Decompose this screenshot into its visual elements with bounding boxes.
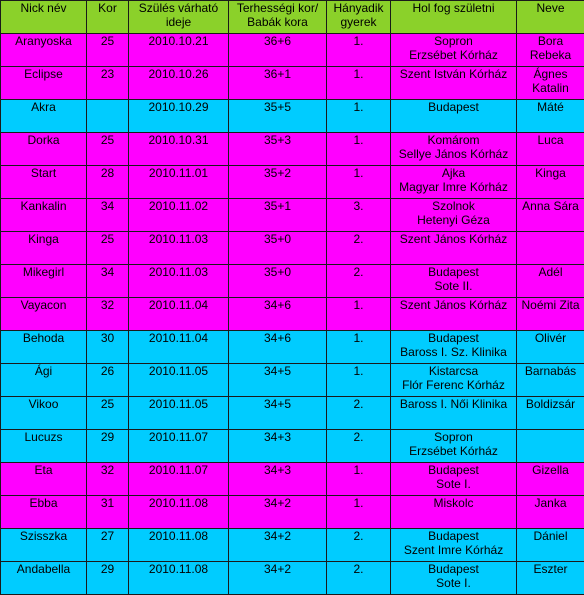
cell-child-number: 2.	[327, 265, 391, 298]
cell-nick: Ebba	[1, 496, 87, 529]
cell-line: Hányadik	[333, 1, 384, 15]
cell-child-number: 1.	[327, 364, 391, 397]
cell-nick: Kinga	[1, 232, 87, 265]
cell-due-date: 2010.11.03	[129, 265, 229, 298]
cell-birth-place	[391, 34, 517, 67]
cell-line: Magyar Imre Kórház	[399, 180, 508, 194]
cell-line: Kinga	[535, 166, 566, 180]
cell-line: Baross I. Női Klinika	[399, 397, 508, 411]
cell-line: Szent János Kórház	[399, 298, 508, 312]
cell-line: Szolnok	[432, 199, 475, 213]
cell-nick: Kankalin	[1, 199, 87, 232]
cell-due-date: 2010.11.08	[129, 562, 229, 595]
cell-line: Budapest	[428, 562, 479, 576]
cell-line: Janka	[534, 496, 567, 510]
cell-child-number: 1.	[327, 100, 391, 133]
cell-birth-place	[391, 529, 517, 562]
cell-birth-place	[391, 100, 517, 133]
cell-pregnancy-week: 35+0	[229, 265, 327, 298]
cell-nick: Mikegirl	[1, 265, 87, 298]
cell-pregnancy-week: 35+2	[229, 166, 327, 199]
cell-line: Terhességi kor/	[236, 1, 319, 15]
cell-pregnancy-week: 34+2	[229, 496, 327, 529]
cell-age: 30	[87, 331, 129, 364]
cell-birth-place	[391, 463, 517, 496]
cell-baby-name	[517, 199, 584, 232]
cell-line: Sopron	[434, 430, 473, 444]
cell-pregnancy-week: 34+3	[229, 463, 327, 496]
cell-pregnancy-week: 36+1	[229, 67, 327, 100]
table-row	[1, 166, 584, 199]
table-row	[1, 133, 584, 166]
cell-line: Ajka	[441, 166, 466, 180]
table-row	[1, 199, 584, 232]
cell-birth-place	[391, 397, 517, 430]
cell-baby-name	[517, 529, 584, 562]
cell-nick: Start	[1, 166, 87, 199]
table-row	[1, 100, 584, 133]
cell-due-date: 2010.10.31	[129, 133, 229, 166]
cell-pregnancy-week: 35+5	[229, 100, 327, 133]
header-age	[87, 1, 129, 34]
cell-baby-name	[517, 430, 584, 463]
header-child-number	[327, 1, 391, 34]
cell-child-number: 1.	[327, 463, 391, 496]
cell-baby-name	[517, 496, 584, 529]
cell-nick: Aranyoska	[1, 34, 87, 67]
cell-birth-place	[391, 133, 517, 166]
cell-line: Szent Imre Kórház	[403, 543, 504, 557]
cell-due-date: 2010.11.03	[129, 232, 229, 265]
cell-baby-name	[517, 166, 584, 199]
cell-line: ideje	[165, 15, 192, 29]
cell-birth-place	[391, 331, 517, 364]
cell-baby-name	[517, 133, 584, 166]
cell-due-date: 2010.11.04	[129, 331, 229, 364]
table-row	[1, 364, 584, 397]
cell-baby-name	[517, 331, 584, 364]
cell-birth-place	[391, 562, 517, 595]
cell-age: 25	[87, 34, 129, 67]
cell-line: gyerek	[340, 15, 377, 29]
cell-child-number: 2.	[327, 397, 391, 430]
table-row	[1, 397, 584, 430]
cell-due-date: 2010.10.26	[129, 67, 229, 100]
cell-pregnancy-week: 34+5	[229, 397, 327, 430]
table-row	[1, 67, 584, 100]
cell-birth-place	[391, 199, 517, 232]
cell-line: Hol fog születni	[412, 1, 495, 15]
cell-nick: Vayacon	[1, 298, 87, 331]
cell-line: Budapest	[428, 331, 479, 345]
cell-line: Sote I.	[436, 477, 471, 491]
cell-pregnancy-week: 34+2	[229, 562, 327, 595]
cell-age: 34	[87, 265, 129, 298]
cell-pregnancy-week: 35+3	[229, 133, 327, 166]
cell-age: 25	[87, 397, 129, 430]
cell-line: Erzsébet Kórház	[409, 48, 498, 62]
cell-line: Sote I.	[436, 576, 471, 590]
cell-line: Sellye János Kórház	[398, 147, 509, 161]
cell-line: Máté	[537, 100, 564, 114]
cell-baby-name	[517, 67, 584, 100]
cell-pregnancy-week: 35+0	[229, 232, 327, 265]
cell-due-date: 2010.11.02	[129, 199, 229, 232]
cell-line: Katalin	[532, 81, 569, 95]
cell-birth-place	[391, 430, 517, 463]
cell-birth-place	[391, 265, 517, 298]
cell-age: 28	[87, 166, 129, 199]
cell-pregnancy-week: 34+5	[229, 364, 327, 397]
cell-child-number: 1.	[327, 298, 391, 331]
cell-line: Dániel	[533, 529, 568, 543]
cell-nick: Dorka	[1, 133, 87, 166]
cell-age: 26	[87, 364, 129, 397]
table-row	[1, 34, 584, 67]
cell-baby-name	[517, 364, 584, 397]
cell-child-number: 2.	[327, 232, 391, 265]
cell-age: 31	[87, 496, 129, 529]
cell-nick: Vikoo	[1, 397, 87, 430]
cell-birth-place	[391, 298, 517, 331]
cell-birth-place	[391, 166, 517, 199]
cell-line: Szent István Kórház	[399, 67, 508, 81]
cell-baby-name	[517, 397, 584, 430]
cell-age	[87, 100, 129, 133]
cell-line: Kistarcsa	[428, 364, 479, 378]
cell-due-date: 2010.11.04	[129, 298, 229, 331]
table-row	[1, 463, 584, 496]
cell-line: Hetenyi Géza	[417, 213, 490, 227]
cell-nick: Akra	[1, 100, 87, 133]
cell-child-number: 2.	[327, 529, 391, 562]
cell-nick: Ági	[1, 364, 87, 397]
cell-age: 25	[87, 133, 129, 166]
cell-child-number: 1.	[327, 331, 391, 364]
header-row	[1, 1, 584, 34]
cell-pregnancy-week: 34+2	[229, 529, 327, 562]
cell-line: Anna Sára	[522, 199, 579, 213]
cell-age: 32	[87, 463, 129, 496]
cell-line: Noémi Zita	[521, 298, 580, 312]
cell-line: Nick név	[20, 1, 67, 15]
table-header	[1, 1, 584, 34]
cell-child-number: 1.	[327, 34, 391, 67]
header-pregnancy-week	[229, 1, 327, 34]
cell-age: 23	[87, 67, 129, 100]
cell-due-date: 2010.11.08	[129, 496, 229, 529]
header-due-date	[129, 1, 229, 34]
cell-line: Rebeka	[529, 48, 572, 62]
cell-line: Erzsébet Kórház	[409, 444, 498, 458]
cell-birth-place	[391, 364, 517, 397]
cell-line: Sopron	[434, 34, 473, 48]
cell-nick: Eta	[1, 463, 87, 496]
cell-nick: Eclipse	[1, 67, 87, 100]
cell-line: Neve	[536, 1, 565, 15]
cell-line: Boldizsár	[525, 397, 576, 411]
cell-due-date: 2010.11.05	[129, 397, 229, 430]
cell-age: 29	[87, 430, 129, 463]
cell-child-number: 3.	[327, 199, 391, 232]
cell-line: Budapest	[428, 265, 479, 279]
cell-age: 25	[87, 232, 129, 265]
cell-line: Bora	[537, 34, 564, 48]
cell-nick: Behoda	[1, 331, 87, 364]
cell-pregnancy-week: 35+1	[229, 199, 327, 232]
cell-pregnancy-week: 34+3	[229, 430, 327, 463]
cell-pregnancy-week: 36+6	[229, 34, 327, 67]
cell-line: Ágnes	[533, 67, 568, 81]
cell-due-date: 2010.10.21	[129, 34, 229, 67]
cell-birth-place	[391, 232, 517, 265]
table-row	[1, 496, 584, 529]
cell-age: 29	[87, 562, 129, 595]
cell-due-date: 2010.11.07	[129, 463, 229, 496]
cell-baby-name	[517, 100, 584, 133]
cell-nick: Lucuzs	[1, 430, 87, 463]
cell-line: Komárom	[427, 133, 480, 147]
cell-baby-name	[517, 34, 584, 67]
cell-line: Flór Ferenc Kórház	[402, 378, 505, 392]
cell-line: Baross I. Sz. Klinika	[400, 345, 507, 359]
cell-baby-name	[517, 562, 584, 595]
cell-age: 34	[87, 199, 129, 232]
cell-child-number: 2.	[327, 430, 391, 463]
cell-line: Budapest	[428, 463, 479, 477]
cell-line: Babák kora	[247, 15, 308, 29]
cell-child-number: 1.	[327, 133, 391, 166]
table-row	[1, 562, 584, 595]
cell-due-date: 2010.11.07	[129, 430, 229, 463]
cell-child-number: 1.	[327, 496, 391, 529]
cell-line: Szent János Kórház	[399, 232, 508, 246]
table-row	[1, 430, 584, 463]
cell-baby-name	[517, 265, 584, 298]
cell-birth-place	[391, 496, 517, 529]
cell-line: Sote II.	[434, 279, 473, 293]
cell-line: Adél	[538, 265, 563, 279]
cell-line: Eszter	[533, 562, 568, 576]
cell-line: Budapest	[428, 529, 479, 543]
cell-child-number: 2.	[327, 562, 391, 595]
cell-age: 27	[87, 529, 129, 562]
cell-due-date: 2010.11.05	[129, 364, 229, 397]
cell-due-date: 2010.10.29	[129, 100, 229, 133]
cell-age: 32	[87, 298, 129, 331]
table-row	[1, 331, 584, 364]
cell-baby-name	[517, 463, 584, 496]
cell-pregnancy-week: 34+6	[229, 331, 327, 364]
cell-line: Kor	[98, 1, 117, 15]
header-baby-name	[517, 1, 584, 34]
cell-line: Budapest	[428, 100, 479, 114]
cell-due-date: 2010.11.01	[129, 166, 229, 199]
cell-line: Luca	[537, 133, 564, 147]
table-row	[1, 232, 584, 265]
cell-due-date: 2010.11.08	[129, 529, 229, 562]
table-body	[1, 34, 584, 595]
cell-birth-place	[391, 67, 517, 100]
cell-nick: Szisszka	[1, 529, 87, 562]
cell-baby-name	[517, 298, 584, 331]
header-birth-place	[391, 1, 517, 34]
table-row	[1, 298, 584, 331]
cell-pregnancy-week: 34+6	[229, 298, 327, 331]
cell-line: Barnabás	[524, 364, 577, 378]
header-nick	[1, 1, 87, 34]
table-row	[1, 265, 584, 298]
cell-baby-name	[517, 232, 584, 265]
cell-child-number: 1.	[327, 67, 391, 100]
cell-line: Olivér	[534, 331, 567, 345]
cell-child-number: 1.	[327, 166, 391, 199]
table-row	[1, 529, 584, 562]
cell-line: Miskolc	[433, 496, 474, 510]
cell-nick: Andabella	[1, 562, 87, 595]
cell-line: Gizella	[532, 463, 569, 477]
cell-line: Szülés várható	[138, 1, 219, 15]
